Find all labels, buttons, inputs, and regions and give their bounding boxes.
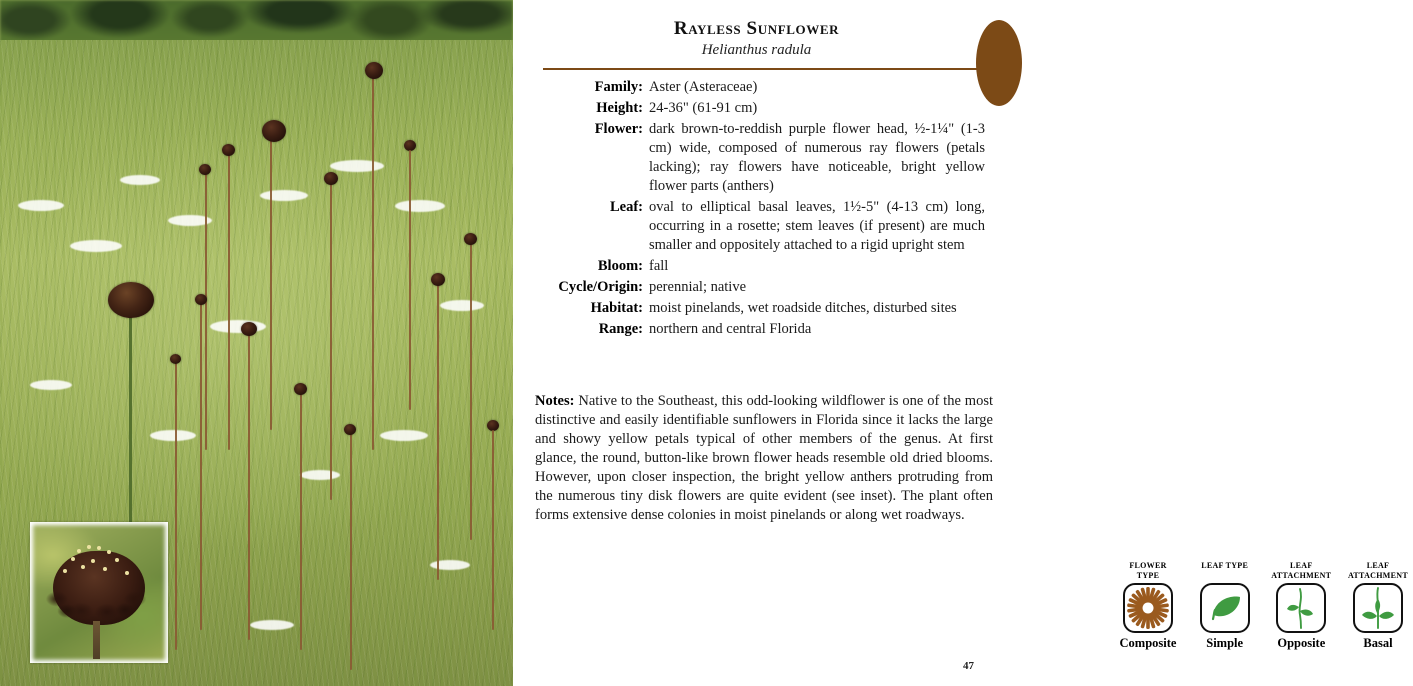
flower-head <box>431 273 445 286</box>
field-row <box>535 320 985 339</box>
icon-caption-line1: LEAF <box>1366 561 1390 570</box>
flower-stem <box>350 430 352 670</box>
icon-caption <box>1113 561 1183 581</box>
field-row <box>535 257 985 276</box>
flower-head <box>262 120 286 142</box>
page-title: Rayless Sunflower <box>673 18 840 39</box>
wildflower-cluster <box>250 620 294 630</box>
field-label: Cycle/Origin: <box>558 279 643 295</box>
wildflower-cluster <box>300 470 340 480</box>
field-value: dark brown-to-reddish purple flower head, ½-1¼" (1-3 cm) wide, composed of numerous ray flowers (petals lacking); ray flowers have noticeable, bright yellow flower parts (anthers) <box>649 121 985 194</box>
flower-head <box>108 282 154 318</box>
wildflower-cluster <box>70 240 122 252</box>
field-row <box>535 278 985 297</box>
flower-stem <box>409 150 411 410</box>
basal-leaf-attachment-icon <box>1353 583 1403 633</box>
flower-stem <box>372 70 374 450</box>
flower-head <box>344 424 356 435</box>
field-label: Bloom: <box>597 258 643 274</box>
field-label: Range: <box>598 321 643 337</box>
field-row <box>535 99 985 118</box>
icon-legend-item <box>1113 561 1183 661</box>
flower-stem <box>330 180 332 500</box>
field-list <box>535 78 985 341</box>
field-value: Aster (Asteraceae) <box>649 79 758 95</box>
notes-text: Native to the Southeast, this odd-looking wildflower is one of the most distinctive and easily identifiable sunflowers in Florida since it lacks the large and showy yellow petals typical of other members of the genus. At first glance, the round, button-like brown flower heads resemble old dried blooms. However, upon closer inspection, the bright yellow anthers protruding from the numerous tiny disk flowers are quite evident (see inset). The plant often forms extensive dense colonies in moist pinelands or along wet roadways. <box>535 393 993 523</box>
icon-caption-line1: LEAF TYPE <box>1201 561 1249 570</box>
flower-stem <box>270 130 272 430</box>
icon-legend-item <box>1266 561 1336 661</box>
anther-dot <box>91 559 95 563</box>
icon-legend-strip <box>1113 561 1413 661</box>
anther-dot <box>125 571 129 575</box>
icon-legend-item <box>1343 561 1413 661</box>
field-value: 24-36" (61-91 cm) <box>649 100 758 116</box>
icon-label: Basal <box>1363 636 1393 650</box>
anther-dot <box>77 549 81 553</box>
notes-paragraph <box>535 392 993 525</box>
species-title-block <box>513 18 1000 59</box>
anther-dot <box>103 567 107 571</box>
title-divider <box>543 68 1000 70</box>
anther-dot <box>97 546 101 550</box>
icon-caption-line1: FLOWER <box>1129 561 1167 570</box>
anther-dot <box>81 565 85 569</box>
field-label: Flower: <box>594 121 643 137</box>
field-value: oval to elliptical basal leaves, 1½-5" (4-13 cm) long, occurring in a rosette; stem leaves (if present) are much smaller and oppositely attached to a rigid upright stem <box>649 199 985 253</box>
flower-stem <box>248 330 250 640</box>
flower-stem <box>470 240 472 540</box>
field-value: moist pinelands, wet roadside ditches, disturbed sites <box>649 300 957 316</box>
icon-caption <box>1343 561 1413 581</box>
field-value: perennial; native <box>649 279 747 295</box>
flower-head <box>324 172 338 185</box>
wildflower-cluster <box>430 560 470 570</box>
anther-dot <box>63 569 67 573</box>
species-description-panel <box>513 0 1408 686</box>
flower-head <box>241 322 257 336</box>
main-photograph <box>0 0 513 686</box>
flower-head <box>294 383 307 395</box>
wildflower-cluster <box>440 300 484 311</box>
flower-head <box>222 144 235 156</box>
inset-photo <box>30 522 168 663</box>
field-row <box>535 299 985 318</box>
simple-leaf-icon <box>1200 583 1250 633</box>
icon-caption-line2: ATTACHMENT <box>1347 570 1408 580</box>
icon-caption <box>1190 561 1260 581</box>
anther-dot <box>87 545 91 549</box>
field-label: Height: <box>596 100 643 116</box>
wildflower-cluster <box>395 200 445 212</box>
flower-stem <box>205 170 207 450</box>
field-row <box>535 78 985 97</box>
composite-flower-icon <box>1123 583 1173 633</box>
flower-stem <box>437 280 439 580</box>
wildflower-cluster <box>210 320 266 333</box>
wildflower-cluster <box>330 160 384 172</box>
scientific-name: Helianthus radula <box>701 42 812 58</box>
inset-stem <box>93 621 100 659</box>
wildflower-cluster <box>120 175 160 185</box>
wildflower-cluster <box>150 430 196 441</box>
field-label: Habitat: <box>590 300 643 316</box>
flower-stem <box>300 390 302 650</box>
field-value: fall <box>649 258 669 274</box>
notes-label: Notes: <box>535 393 575 409</box>
anther-dot <box>115 558 119 562</box>
flower-stem <box>492 430 494 630</box>
icon-label: Simple <box>1206 636 1244 650</box>
field-row <box>535 120 985 196</box>
field-label: Family: <box>594 79 643 95</box>
flower-stem <box>228 150 230 450</box>
field-row <box>535 198 985 255</box>
wildflower-cluster <box>30 380 72 390</box>
wildflower-cluster <box>380 430 428 441</box>
opposite-leaf-attachment-icon <box>1276 583 1326 633</box>
icon-label: Opposite <box>1277 636 1326 650</box>
flower-head <box>464 233 477 245</box>
icon-label: Composite <box>1119 636 1177 650</box>
icon-caption <box>1266 561 1336 581</box>
flower-stem <box>200 300 202 630</box>
anther-dot <box>71 557 75 561</box>
field-value: northern and central Florida <box>649 321 812 337</box>
icon-caption-line2: ATTACHMENT <box>1271 570 1332 580</box>
flower-head <box>195 294 207 305</box>
wildflower-cluster <box>260 190 308 201</box>
flower-head <box>170 354 181 364</box>
flower-head <box>199 164 211 175</box>
flower-head <box>365 62 383 79</box>
page-number: 47 <box>963 660 974 672</box>
anther-dot <box>107 550 111 554</box>
icon-legend-item <box>1190 561 1260 661</box>
flower-stem <box>175 360 177 650</box>
icon-caption-line2: TYPE <box>1136 570 1160 580</box>
field-label: Leaf: <box>609 199 643 215</box>
wildflower-cluster <box>18 200 64 211</box>
icon-caption-line1: LEAF <box>1290 561 1313 570</box>
